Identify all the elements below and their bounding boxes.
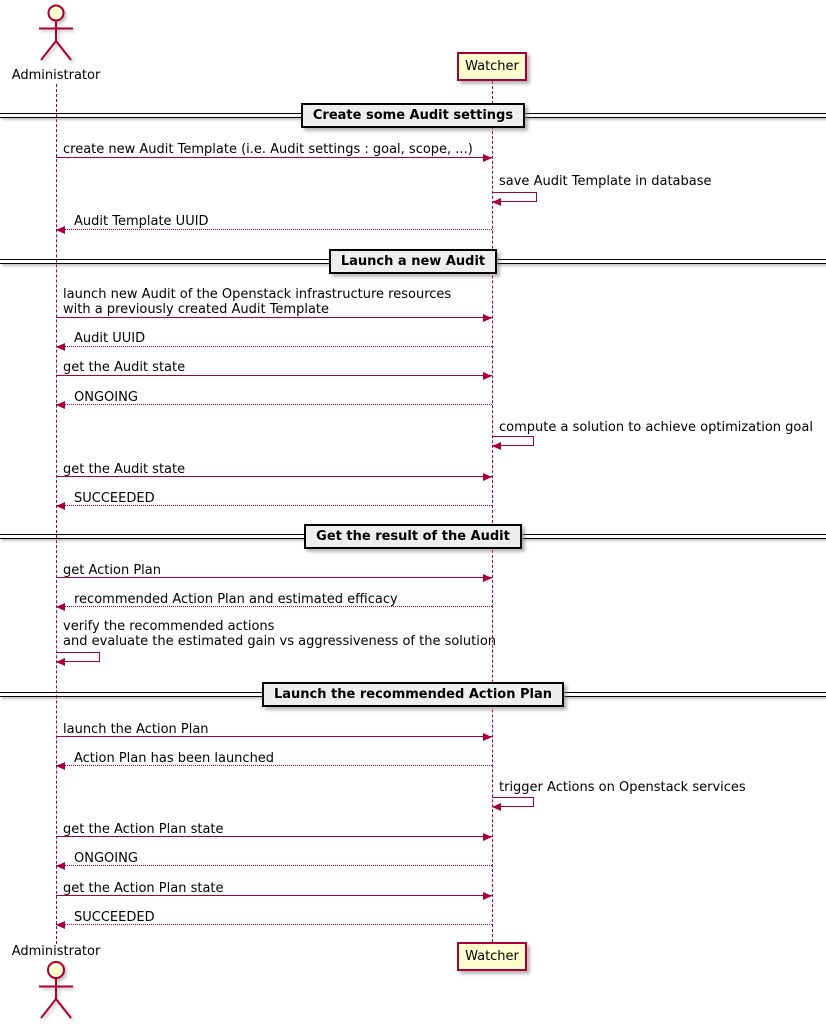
divider-get-result-of-audit (0, 524, 826, 549)
lifeline-administrator (56, 84, 57, 944)
arrowhead-left (492, 442, 501, 450)
message-label: ONGOING (74, 851, 138, 866)
actor-administrator-label-top: Administrator (11, 68, 101, 83)
divider-label: Create some Audit settings (301, 103, 525, 128)
message-line (56, 924, 492, 925)
arrowhead-left (492, 198, 501, 206)
message-line (56, 606, 492, 607)
arrowhead-left (56, 401, 65, 409)
arrowhead-right (483, 473, 492, 481)
message-line (56, 765, 492, 766)
actor-administrator-icon-bottom (33, 960, 79, 1026)
message-label: get the Audit state (63, 360, 186, 375)
message-line (56, 836, 492, 837)
message-label: SUCCEEDED (74, 491, 155, 506)
message-line (56, 505, 492, 506)
divider-label: Get the result of the Audit (304, 524, 522, 549)
arrowhead-right (483, 574, 492, 582)
message-line (56, 577, 492, 578)
message-label: Audit Template UUID (74, 214, 209, 229)
message-label: ONGOING (74, 390, 138, 405)
arrowhead-left (56, 762, 65, 770)
message-line (56, 346, 492, 347)
message-label: recommended Action Plan and estimated efficacy (74, 592, 398, 607)
message-line (56, 736, 492, 737)
message-label: verify the recommended actions (63, 619, 275, 634)
divider-launch-action-plan (0, 682, 826, 707)
message-label: get the Audit state (63, 462, 186, 477)
participant-watcher-top: Watcher (457, 52, 527, 81)
message-line (56, 229, 492, 230)
arrowhead-right (483, 154, 492, 162)
arrowhead-right (483, 372, 492, 380)
message-line (56, 865, 492, 866)
message-label: Audit UUID (74, 331, 146, 346)
arrowhead-left (56, 921, 65, 929)
message-label: get Action Plan (63, 563, 161, 578)
arrowhead-right (483, 733, 492, 741)
message-label: compute a solution to achieve optimization goal (499, 420, 813, 435)
divider-label: Launch the recommended Action Plan (262, 682, 564, 707)
arrowhead-left (56, 502, 65, 510)
arrowhead-right (483, 314, 492, 322)
message-line (56, 404, 492, 405)
arrowhead-right (483, 833, 492, 841)
actor-administrator-icon (33, 4, 79, 68)
arrowhead-left (56, 226, 65, 234)
message-label: launch the Action Plan (63, 722, 209, 737)
message-label: create new Audit Template (i.e. Audit settings : goal, scope, ...) (63, 142, 473, 157)
message-label: and evaluate the estimated gain vs aggressiveness of the solution (63, 634, 497, 649)
message-line (56, 317, 492, 318)
message-line (56, 476, 492, 477)
divider-label: Launch a new Audit (329, 249, 497, 274)
arrowhead-left (56, 862, 65, 870)
message-label: get the Action Plan state (63, 881, 224, 896)
arrowhead-right (483, 892, 492, 900)
message-label: save Audit Template in database (499, 174, 712, 189)
message-label: trigger Actions on Openstack services (499, 780, 746, 795)
arrowhead-left (56, 603, 65, 611)
message-label: launch new Audit of the Openstack infrastructure resources (63, 287, 452, 302)
message-line (56, 375, 492, 376)
message-line (56, 895, 492, 896)
lifeline-watcher (492, 81, 493, 942)
message-label: get the Action Plan state (63, 822, 224, 837)
message-label: with a previously created Audit Template (63, 302, 330, 317)
arrowhead-left (56, 343, 65, 351)
divider-create-audit-settings (0, 103, 826, 128)
participant-watcher-bottom: Watcher (457, 942, 527, 971)
divider-launch-new-audit (0, 249, 826, 274)
arrowhead-left (492, 803, 501, 811)
actor-administrator-label-bottom: Administrator (11, 944, 101, 959)
arrowhead-left (56, 658, 65, 666)
message-line (56, 157, 492, 158)
message-label: Action Plan has been launched (74, 751, 275, 766)
message-label: SUCCEEDED (74, 910, 155, 925)
